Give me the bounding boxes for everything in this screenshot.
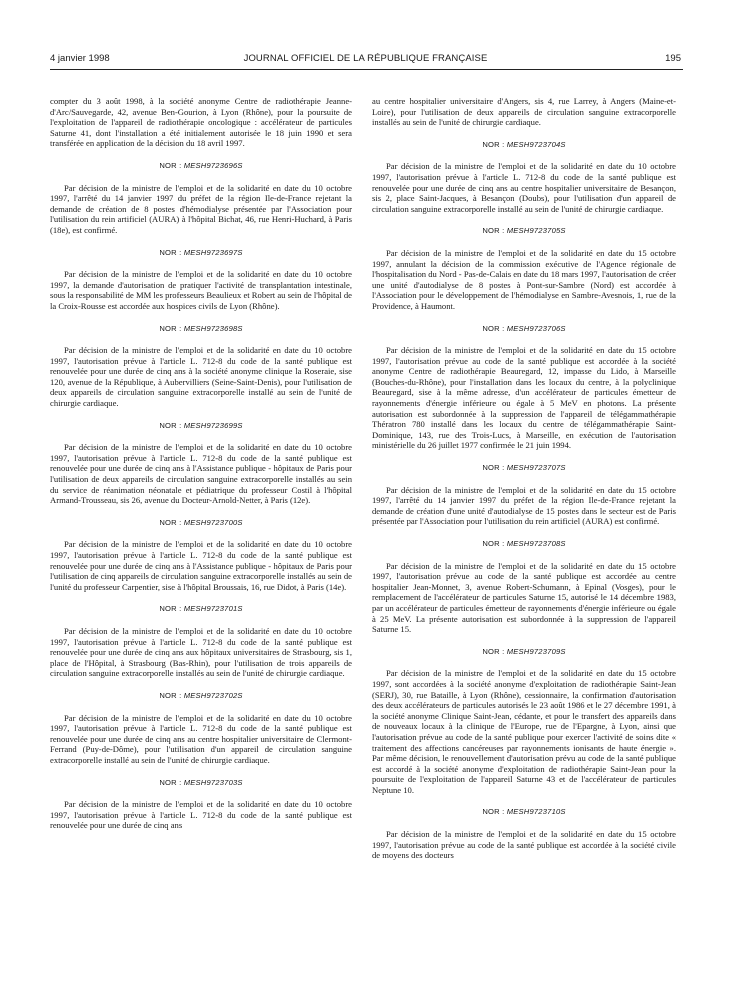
nor-prefix: NOR : xyxy=(159,160,184,170)
nor-prefix: NOR : xyxy=(159,777,184,787)
decision-paragraph: au centre hospitalier universitaire d'Angers, sis 4, rue Larrey, à Angers (Maine-et-Loire), pour l'utilisation de deux appareils de circulation sanguine extracorporelle installés au sein de l'unité de chirurgie cardiaque. xyxy=(372,96,676,128)
page-number: 195 xyxy=(665,53,681,64)
decision-paragraph: Par décision de la ministre de l'emploi et de la solidarité en date du 15 octobre 1997, l'autorisation prévue au code de la santé publique est accordée à la société civile de moyens des docteurs xyxy=(372,829,676,861)
nor-prefix: NOR : xyxy=(159,247,184,257)
nor-code: MESH9723698S xyxy=(183,323,243,333)
nor-reference xyxy=(372,463,676,474)
nor-code: MESH9723707S xyxy=(506,463,566,473)
nor-code: MESH9723708S xyxy=(506,539,566,548)
nor-reference xyxy=(50,421,352,432)
nor-reference xyxy=(372,140,676,151)
decision-paragraph: Par décision de la ministre de l'emploi et de la solidarité en date du 10 octobre 1997, l'autorisation prévue à l'article L. 712-8 du code de la santé publique est renouvelée pour une durée de cinq ans à l'Assistance publique - hôpitaux de Paris pour l'utilisation de deux appareils de circulation sanguine extracorporelle installés au sein du service de réanimation néonatale et pédiatrique du professeur Costil à l'hôpital Armand-Trousseau, sis 26, avenue du Docteur-Arnold-Netter, à Paris (12e). xyxy=(50,442,352,506)
nor-prefix: NOR : xyxy=(159,604,184,614)
nor-code: MESH9723706S xyxy=(506,323,566,333)
decision-paragraph: Par décision de la ministre de l'emploi et de la solidarité en date du 15 octobre 1997, annulant la décision de la commission exécutive de l'Agence régionale de l'hospitalisation du Nord - Pas-de-Calais en date du 18 mars 1997, l'autorisation de créer une unité d'autodialyse de 8 postes à Pont-sur-Sambre (Nord) est accordée à l'Association pour le développement de l'hémodialyse en Sambre-Avesnois, 1, rue de la Providence, à Haumont. xyxy=(372,247,676,311)
nor-prefix: NOR : xyxy=(482,646,507,656)
left-column xyxy=(50,96,352,831)
journal-title: JOURNAL OFFICIEL DE LA RÉPUBLIQUE FRANÇAISE xyxy=(243,53,488,64)
nor-reference xyxy=(50,518,352,529)
decision-paragraph: Par décision de la ministre de l'emploi et de la solidarité en date du 15 octobre 1997, sont accordées à la société anonyme d'exploitation de radiothérapie Saint-Jean (SERJ), 30, rue Bataille, à Lyon (Rhône), cessionnaire, la confirmation d'autorisation des deux accélérateurs de particules autorisés le 23 août 1986 et le 27 décembre 1991, à la société anonyme Clinique Saint-Jean, cédante, et pour le transfert des appareils dans de nouveaux locaux à la clinique de l'Europe, rue de l'Epargne, à Lyon, ainsi que l'autorisation prévue au code de la santé publique pour exercer l'activité de soins dite « traitement des affections cancéreuses par rayonnements ionisants de haute énergie ». Par même décision, le renouvellement d'autorisation prévu au code de la santé publique est accordé à la société anonyme d'exploitation de radiothérapie Saint-Jean pour la poursuite de l'exploitation de l'appareil Saturne 43 et de l'accélérateur de particules Neptune 10. xyxy=(372,668,676,795)
nor-prefix: NOR : xyxy=(482,323,507,333)
decision-paragraph: Par décision de la ministre de l'emploi et de la solidarité en date du 10 octobre 1997, l'autorisation prévue à l'article L. 712-8 du code de la santé publique est renouvelée pour une durée de cinq ans à l'Assistance publique - hôpitaux de Paris pour l'utilisation de cinq appareils de circulation sanguine extracorporelle installés au sein de l'unité du professeur Carpentier, sise à l'hôpital Broussais, 16, rue Didot, à Paris (14e). xyxy=(50,539,352,592)
issue-date: 4 janvier 1998 xyxy=(50,53,110,64)
nor-reference xyxy=(372,226,676,237)
right-column xyxy=(372,96,676,861)
nor-reference xyxy=(50,161,352,172)
nor-prefix: NOR : xyxy=(482,463,507,473)
nor-reference xyxy=(50,604,352,615)
nor-code: MESH9723700S xyxy=(183,517,243,527)
nor-code: MESH9723701S xyxy=(183,604,243,614)
nor-prefix: NOR : xyxy=(159,420,184,430)
nor-prefix: NOR : xyxy=(159,517,184,527)
nor-prefix: NOR : xyxy=(159,690,184,700)
nor-code: MESH9723699S xyxy=(183,420,243,430)
decision-paragraph: Par décision de la ministre de l'emploi et de la solidarité en date du 10 octobre 1997, la demande d'autorisation de pratiquer l'activité de transplantation intestinale, sous la responsabilité de MM les professeurs Beaulieux et Robert au sein de l'hôpital de la Croix-Rousse est accordée aux hospices civils de Lyon (Rhône). xyxy=(50,269,352,311)
nor-prefix: NOR : xyxy=(159,323,184,333)
decision-paragraph: Par décision de la ministre de l'emploi et de la solidarité en date du 10 octobre 1997, l'autorisation prévue à l'article L. 712-8 du code de la santé publique est renouvelée pour une durée de cinq ans aux hôpitaux universitaires de Strasbourg, sis 1, place de l'Hôpital, à Strasbourg (Bas-Rhin), pour l'utilisation de trois appareils de circulation sanguine extracorporelle installés au sein de l'unité de chirurgie cardiaque. xyxy=(50,625,352,679)
nor-reference xyxy=(372,324,676,335)
decision-paragraph: Par décision de la ministre de l'emploi et de la solidarité en date du 10 octobre 1997, l'autorisation prévue à l'article L. 712-8 du code de la santé publique est renouvelée pour une durée de cinq ans xyxy=(50,799,352,831)
page-header xyxy=(50,53,681,69)
nor-reference xyxy=(50,691,352,702)
nor-reference xyxy=(372,539,676,550)
decision-paragraph: Par décision de la ministre de l'emploi et de la solidarité en date du 10 octobre 1997, l'autorisation prévue à l'article L. 712-8 du code de la santé publique est renouvelée pour une durée de cinq ans au centre hospitalier universitaire de Clermont-Ferrand (Puy-de-Dôme), pour l'utilisation d'un appareil de circulation sanguine extracorporelle installé au sein de l'unité de chirurgie cardiaque. xyxy=(50,712,352,765)
nor-prefix: NOR : xyxy=(482,539,507,548)
header-rule xyxy=(50,69,683,70)
decision-paragraph: Par décision de la ministre de l'emploi et de la solidarité en date du 15 octobre 1997, l'autorisation prévue au code de la santé publique est accordée au centre hospitalier Jean-Monnet, 3, avenue Robert-Schumann, à Epinal (Vosges), pour le remplacement de l'accélérateur de particules Saturne 15, autorisé le 14 décembre 1983, par un accélérateur de particules émetteur de rayonnements d'énergie inférieure ou égale à 25 MeV. La présente autorisation est subordonnée à la suppression de l'appareil Saturne 15. xyxy=(372,560,676,635)
nor-code: MESH9723696S xyxy=(183,160,243,170)
nor-reference xyxy=(50,324,352,335)
nor-reference xyxy=(372,807,676,818)
nor-prefix: NOR : xyxy=(482,226,507,236)
nor-code: MESH9723709S xyxy=(506,646,566,656)
nor-reference xyxy=(50,778,352,789)
nor-code: MESH9723703S xyxy=(183,777,243,787)
nor-code: MESH9723697S xyxy=(183,247,243,257)
nor-prefix: NOR : xyxy=(482,139,507,149)
nor-code: MESH9723710S xyxy=(506,807,566,817)
decision-paragraph: Par décision de la ministre de l'emploi et de la solidarité en date du 15 octobre 1997, l'autorisation prévue au code de la santé publique est accordée à la société anonyme Centre de radiothérapie Beauregard, 12, impasse du Lido, à Marseille (Bouches-du-Rhône), pour l'installation dans les locaux du centre, à la polyclinique Beauregard, sise à la même adresse, d'un accélérateur de particules émetteur de rayonnements d'énergie inférieure ou égale à 5 MeV en photons. La présente autorisation est subordonnée à la suppression de l'appareil de télégammathérapie Thératron 780 installé dans les locaux du centre de télégammathérapie Saint-Dominique, 143, rue des Trois-Lucs, à Marseille, en exécution de l'autorisation ministérielle du 26 juillet 1977 confirmée le 21 juin 1994. xyxy=(372,345,676,451)
decision-paragraph: Par décision de la ministre de l'emploi et de la solidarité en date du 10 octobre 1997, l'autorisation prévue à l'article L. 712-8 du code de la santé publique est renouvelée pour une durée de cinq ans au centre hospitalier universitaire de Besançon, sis 2, place Saint-Jacques, à Besançon (Doubs), pour l'utilisation d'un appareil de circulation sanguine extracorporelle installé au sein de l'unité de chirurgie cardiaque. xyxy=(372,161,676,214)
nor-reference xyxy=(50,248,352,259)
nor-reference xyxy=(372,647,676,658)
nor-code: MESH9723705S xyxy=(506,226,566,236)
decision-paragraph: Par décision de la ministre de l'emploi et de la solidarité en date du 15 octobre 1997, l'arrêté du 14 janvier 1997 du préfet de la région Ile-de-France rejetant la demande de création d'une unité d'autodialyse de 15 postes dans le secteur est de Paris présentée par l'Association pour l'utilisation du rein artificiel (AURA) est confirmé. xyxy=(372,484,676,527)
nor-code: MESH9723704S xyxy=(506,139,566,149)
decision-paragraph: compter du 3 août 1998, à la société anonyme Centre de radiothérapie Jeanne-d'Arc/Sauvegarde, 42, avenue Ben-Gourion, à Lyon (Rhône), pour la poursuite de l'exploitation de l'appareil de radiothérapie oncologique : accélérateur de particules Saturne 41, dont l'installation a été initialement autorisée le 18 juin 1990 et sera transférée en application de la décision du 18 avril 1997. xyxy=(50,96,352,149)
nor-code: MESH9723702S xyxy=(183,690,243,700)
decision-paragraph: Par décision de la ministre de l'emploi et de la solidarité en date du 10 octobre 1997, l'autorisation prévue à l'article L. 712-8 du code de la santé publique est renouvelée pour une durée de cinq ans à la société anonyme clinique la Roseraie, sise 120, avenue de la République, à Aubervilliers (Seine-Saint-Denis), pour l'utilisation de deux appareils de circulation sanguine extracorporelle installé au sein de l'unité de chirurgie cardiaque. xyxy=(50,345,352,409)
nor-prefix: NOR : xyxy=(482,807,507,817)
decision-paragraph: Par décision de la ministre de l'emploi et de la solidarité en date du 10 octobre 1997, l'arrêté du 14 janvier 1997 du préfet de la région Ile-de-France rejetant la demande de création de 8 postes d'hémodialyse présentée par l'Association pour l'utilisation du rein artificiel (AURA) à l'hôpital Bichat, 46, rue Henri-Huchard, à Paris (18e), est confirmé. xyxy=(50,182,352,235)
